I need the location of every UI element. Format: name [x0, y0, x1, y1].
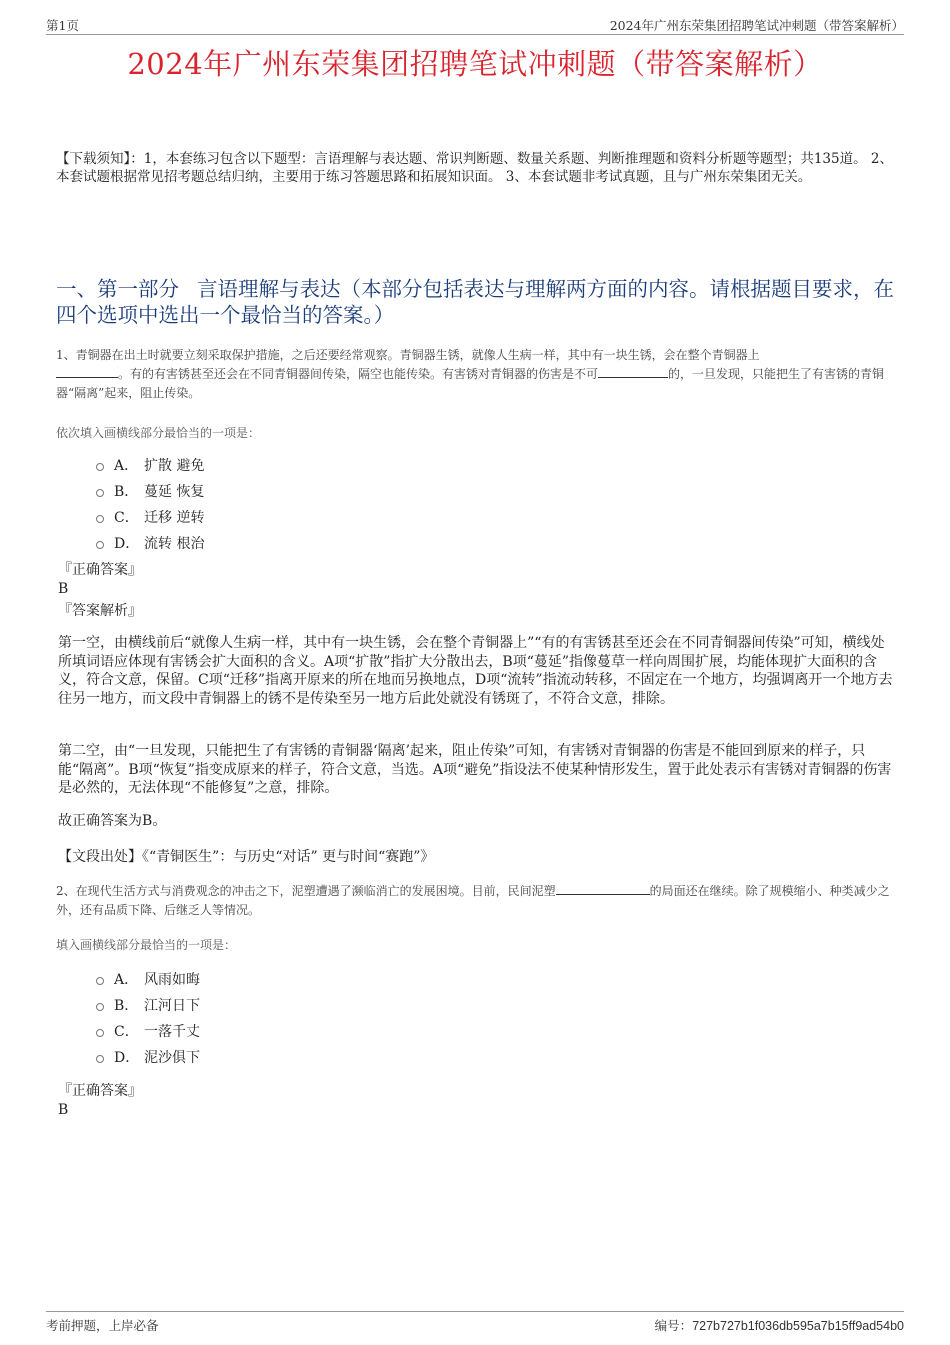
q1-option-d[interactable]: D． 流转 根治: [96, 530, 204, 556]
q2-stem-part-b: 的局面还在继续。除了规模缩小、种类减少之外，还有品质下降、后继乏人等情况。: [56, 884, 890, 917]
footer-code-value: 727b727b1f036db595a7b15ff9ad54b0: [692, 1319, 904, 1333]
q2-prompt: 填入画横线部分最恰当的一项是：: [56, 938, 237, 952]
footer-slogan: 考前押题，上岸必备: [46, 1318, 159, 1333]
section-part: 一、第一部分: [56, 277, 179, 301]
q2-answer: B: [58, 1102, 69, 1118]
question-2-stem: [56, 882, 896, 920]
q2-option-a[interactable]: A． 风雨如晦: [96, 966, 200, 992]
q1-analysis-paragraph-1: 第一空，由横线前后“就像人生病一样，其中有一块生锈，会在整个青铜器上”“有的有害锈甚至还会在不同青铜器间传染”可知，横线处所填词语应体现有害锈会扩大面积的含义。A项“扩散”指扩大分散出去，B项“蔓延”指像蔓草一样向周围扩展，均能体现扩大面积的含义，符合文意，保留。C项“迁移”指离开原来的所在地而另换地点，D项“流转”指流动转移，不固定在一个地方，均强调离开一个地方去往另一地方，而文段中青铜器上的锈不是传染至另一地方后此处就没有锈斑了，不符合文意，排除。: [58, 635, 893, 707]
page-header: [46, 14, 904, 35]
radio-icon[interactable]: [96, 1029, 104, 1037]
q1-answer-label: 『正确答案』: [58, 562, 142, 578]
footer-code: [655, 1316, 904, 1334]
q1-blank-1: [56, 365, 118, 378]
q1-option-c[interactable]: C． 迁移 逆转: [96, 504, 204, 530]
q2-options: [96, 966, 200, 1070]
radio-icon[interactable]: [96, 463, 104, 471]
download-notice: 【下载须知】：1，本套练习包含以下题型：言语理解与表达题、常识判断题、数量关系题、判断推理题和资料分析题等题型；共135道。 2、本套试题根据常见招考题总结归纳，主要用于练习答题思路和拓展知识面。 3、本套试题非考试真题，且与广州东荣集团无关。: [56, 151, 893, 185]
header-doc-title: 2024年广州东荣集团招聘笔试冲刺题（带答案解析）: [609, 18, 904, 33]
section-heading: [56, 276, 896, 328]
q1-source: 【文段出处】《“青铜医生”：与历史“对话” 更与时间“赛跑”》: [58, 849, 435, 865]
q1-options: [96, 452, 204, 556]
question-1-stem: [56, 346, 896, 403]
q1-stem-part-b: 。有的有害锈甚至还会在不同青铜器间传染，隔空也能传染。有害锈对青铜器的伤害是不可: [118, 367, 599, 381]
q1-analysis-label: 『答案解析』: [58, 603, 142, 619]
q1-prompt: 依次填入画横线部分最恰当的一项是：: [56, 426, 261, 440]
q2-option-b[interactable]: B． 江河日下: [96, 992, 200, 1018]
radio-icon[interactable]: [96, 977, 104, 985]
q2-stem-part-a: 2、在现代生活方式与消费观念的冲击之下，泥塑遭遇了濒临消亡的发展困境。目前，民间泥塑: [56, 884, 556, 898]
q1-stem-part-c: 的，一旦发现，只能把生了有害锈的青铜器“隔离”起来，阻止传染。: [56, 367, 885, 400]
q1-stem-part-a: 1、青铜器在出土时就要立刻采取保护措施，之后还要经常观察。青铜器生锈，就像人生病一样，其中有一块生锈，会在整个青铜器上: [56, 348, 760, 362]
q2-option-d[interactable]: D． 泥沙俱下: [96, 1044, 200, 1070]
page-footer: [46, 1311, 904, 1334]
radio-icon[interactable]: [96, 515, 104, 523]
q1-option-a[interactable]: A． 扩散 避免: [96, 452, 204, 478]
q1-answer: B: [58, 581, 69, 597]
document-title: 2024年广州东荣集团招聘笔试冲刺题（带答案解析）: [127, 47, 823, 81]
page-number: 第1页: [46, 18, 79, 33]
radio-icon[interactable]: [96, 1055, 104, 1063]
section-description: 言语理解与表达（本部分包括表达与理解两方面的内容。请根据题目要求，在四个选项中选出一个最恰当的答案。）: [56, 277, 894, 327]
q1-option-b[interactable]: B． 蔓延 恢复: [96, 478, 204, 504]
q1-analysis-paragraph-2: 第二空，由“一旦发现，只能把生了有害锈的青铜器‘隔离’起来，阻止传染”可知，有害锈对青铜器的伤害是不能回到原来的样子，只能“隔离”。B项“恢复”指变成原来的样子，符合文意，当选。A项“避免”指设法不使某种情形发生，置于此处表示有害锈对青铜器的伤害是必然的，无法体现“不能修复”之意，排除。: [58, 743, 892, 796]
radio-icon[interactable]: [96, 489, 104, 497]
q1-blank-2: [598, 365, 668, 378]
q2-option-c[interactable]: C． 一落千丈: [96, 1018, 200, 1044]
radio-icon[interactable]: [96, 1003, 104, 1011]
q2-blank: [556, 882, 650, 895]
radio-icon[interactable]: [96, 541, 104, 549]
q2-answer-label: 『正确答案』: [58, 1083, 142, 1099]
footer-code-label: 编号：: [654, 1318, 693, 1333]
q1-conclusion: 故正确答案为B。: [58, 813, 167, 829]
